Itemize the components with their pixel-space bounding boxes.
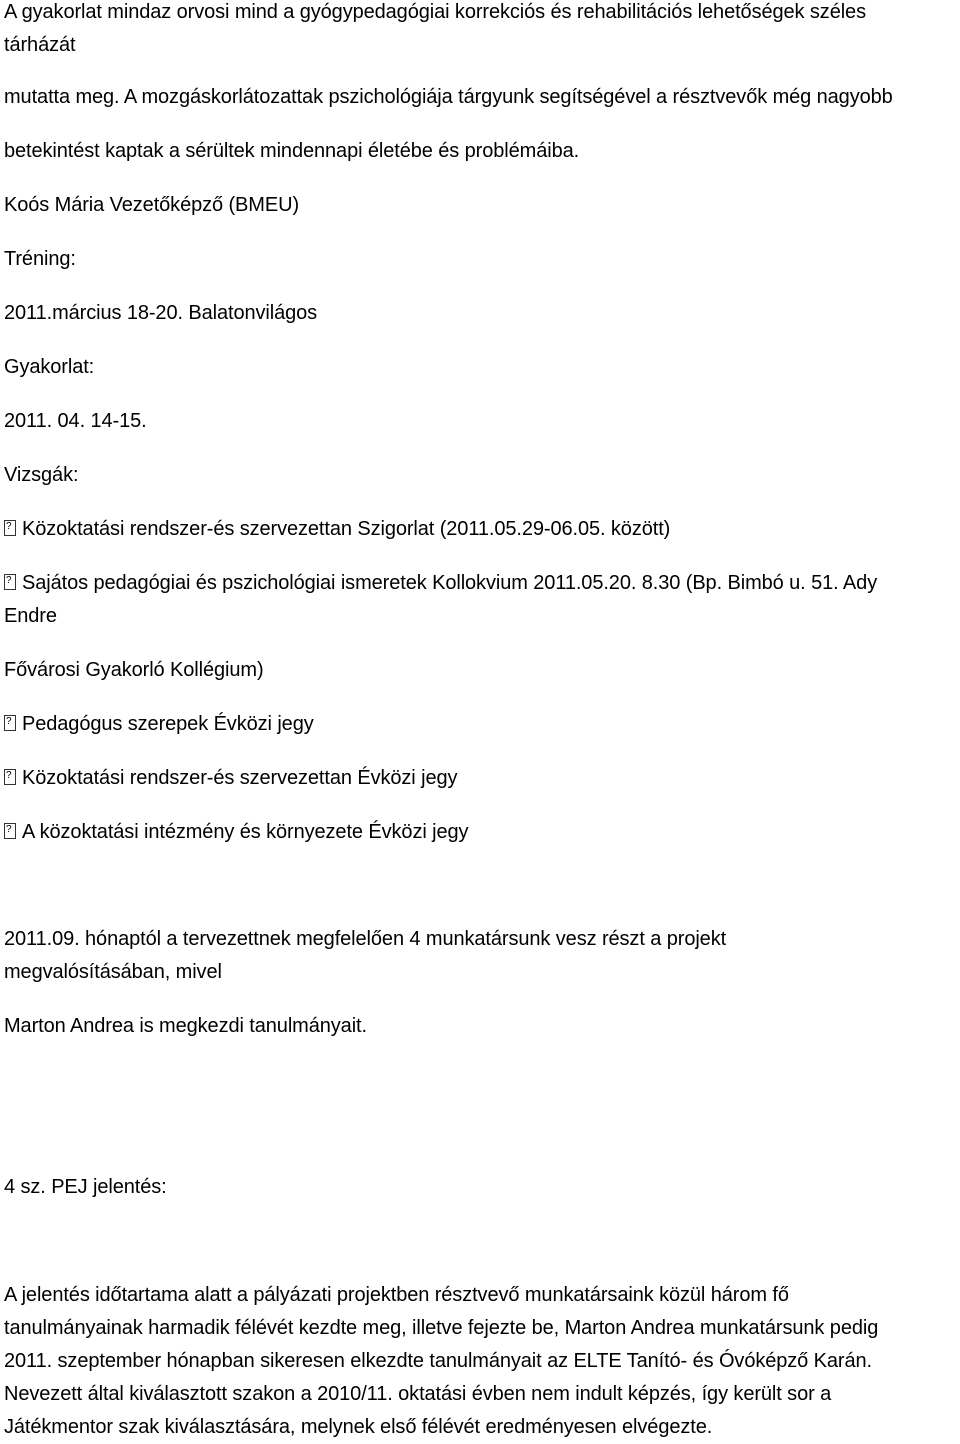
exam-item-5-text: A közoktatási intézmény és környezete Évközi jegy — [22, 821, 469, 843]
exam-item-2-text: Sajátos pedagógiai és pszichológiai ismeretek Kollokvium 2011.05.20. 8.30 (Bp. Bimbó u. 51. Ady — [22, 572, 878, 594]
intro-line-4: betekintést kaptak a sérültek mindennapi életébe és problémáiba. — [4, 140, 580, 162]
missing-glyph-icon — [4, 520, 16, 536]
exam-item-3 — [4, 708, 314, 741]
program-name: Koós Mária Vezetőképző (BMEU) — [4, 194, 300, 216]
report-line-3: 2011. szeptember hónapban sikeresen elkezdte tanulmányait az ELTE Tanító- és Óvóképző Karán. — [4, 1350, 872, 1372]
intro-line-3: mutatta meg. A mozgáskorlátozattak pszichológiája tárgyunk segítségével a résztvevők még nagyobb — [4, 86, 893, 108]
report-line-4: Nevezett által kiválasztott szakon a 2010/11. oktatási évben nem indult képzés, így került sor a — [4, 1383, 832, 1405]
exam-item-4-text: Közoktatási rendszer-és szervezettan Évközi jegy — [22, 767, 458, 789]
exam-item-2-line-2: Endre — [4, 605, 57, 627]
missing-glyph-icon — [4, 574, 16, 590]
report-line-2: tanulmányainak harmadik félévét kezdte meg, illetve fejezte be, Marton Andrea munkatársunk pedig — [4, 1317, 879, 1339]
sept-line-3: Marton Andrea is megkezdi tanulmányait. — [4, 1015, 367, 1037]
sept-line-1: 2011.09. hónaptól a tervezettnek megfelelően 4 munkatársunk vesz részt a projekt — [4, 928, 727, 950]
exam-item-1-text: Közoktatási rendszer-és szervezettan Szigorlat (2011.05.29-06.05. között) — [22, 518, 671, 540]
intro-line-2: tárházát — [4, 34, 76, 56]
exam-item-2 — [4, 567, 877, 600]
sept-line-2: megvalósításában, mivel — [4, 961, 222, 983]
exam-item-3-text: Pedagógus szerepek Évközi jegy — [22, 713, 314, 735]
report-heading: 4 sz. PEJ jelentés: — [4, 1176, 167, 1198]
report-line-5: Játékmentor szak kiválasztására, melynek első félévét eredményesen elvégezte. — [4, 1416, 713, 1438]
exams-label: Vizsgák: — [4, 464, 79, 486]
missing-glyph-icon — [4, 715, 16, 731]
exam-item-2-line-3: Fővárosi Gyakorló Kollégium) — [4, 659, 264, 681]
practice-value: 2011. 04. 14-15. — [4, 410, 147, 432]
exam-item-1 — [4, 513, 670, 546]
practice-label: Gyakorlat: — [4, 356, 95, 378]
intro-line-1: A gyakorlat mindaz orvosi mind a gyógypedagógiai korrekciós és rehabilitációs lehetőségek széles — [4, 1, 866, 23]
training-label: Tréning: — [4, 248, 76, 270]
report-line-1: A jelentés időtartama alatt a pályázati projektben résztvevő munkatársaink közül három fő — [4, 1284, 789, 1306]
missing-glyph-icon — [4, 823, 16, 839]
exam-item-4 — [4, 762, 457, 795]
missing-glyph-icon — [4, 769, 16, 785]
training-value: 2011.március 18-20. Balatonvilágos — [4, 302, 318, 324]
exam-item-5 — [4, 816, 468, 849]
